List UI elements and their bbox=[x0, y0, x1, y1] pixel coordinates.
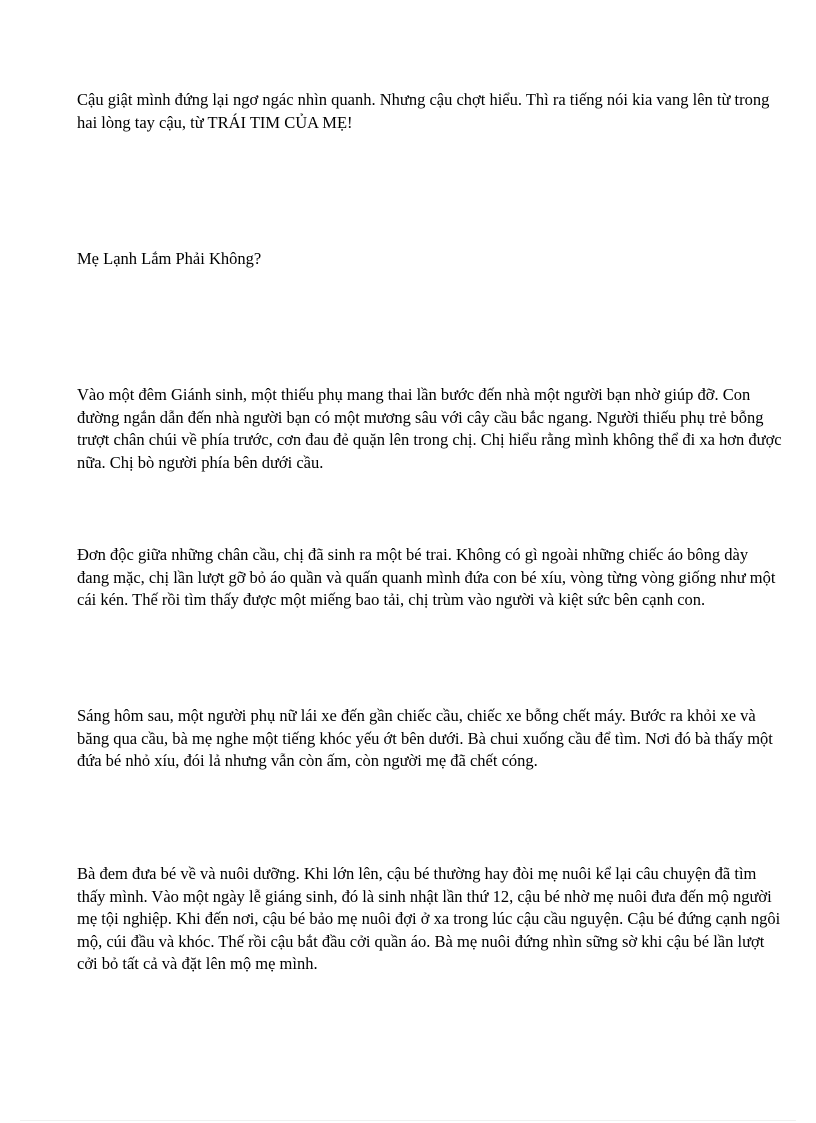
story-title: Mẹ Lạnh Lắm Phải Không? bbox=[77, 249, 262, 268]
paragraph-intro: Cậu giật mình đứng lại ngơ ngác nhìn quanh. Nhưng cậu chợt hiểu. Thì ra tiếng nói kia vang lên từ trong hai lòng tay cậu, từ TRÁI TIM CỦA MẸ! bbox=[77, 90, 770, 132]
paragraph-birth: Đơn độc giữa những chân cầu, chị đã sinh ra một bé trai. Không có gì ngoài những chiếc áo bông dày đang mặc, chị lần lượt gỡ bỏ áo quần và quấn quanh mình đứa con bé xíu, vòng từng vòng giống như một cái kén. Thế rồi tìm thấy được một miếng bao tải, chị trùm vào người và kiệt sức bên cạnh con. bbox=[77, 545, 776, 609]
paragraph-morning: Sáng hôm sau, một người phụ nữ lái xe đến gần chiếc cầu, chiếc xe bỗng chết máy. Bước ra khỏi xe và băng qua cầu, bà mẹ nghe một tiếng khóc yếu ớt bên dưới. Bà chui xuống cầu để tìm. Nơi đó bà thấy một đứa bé nhỏ xíu, đói lả nhưng vẫn còn ấm, còn người mẹ đã chết cóng. bbox=[77, 706, 773, 770]
paragraph-christmas-night: Vào một đêm Giánh sinh, một thiếu phụ mang thai lần bước đến nhà một người bạn nhờ giúp đỡ. Con đường ngắn dẫn đến nhà người bạn có một mương sâu với cây cầu bắc ngang. Người thiếu phụ trẻ bỗng trượt chân chúi về phía trước, cơn đau đẻ quặn lên trong chị. Chị hiểu rằng mình không thể đi xa hơn được nữa. Chị bò người phía bên dưới cầu. bbox=[77, 385, 782, 472]
paragraph-grave: Bà đem đưa bé về và nuôi dưỡng. Khi lớn lên, cậu bé thường hay đòi mẹ nuôi kể lại câu chuyện đã tìm thấy mình. Vào một ngày lễ giáng sinh, đó là sinh nhật lần thứ 12, cậu bé nhờ mẹ nuôi đưa đến mộ người mẹ tội nghiệp. Khi đến nơi, cậu bé bảo mẹ nuôi đợi ở xa trong lúc cậu cầu nguyện. Cậu bé đứng cạnh ngôi mộ, cúi đầu và khóc. Thế rồi cậu bắt đầu cởi quần áo. Bà mẹ nuôi đứng nhìn sững sờ khi cậu bé lần lượt cởi bỏ tất cả và đặt lên mộ mẹ mình. bbox=[77, 864, 781, 973]
page-bottom-divider bbox=[20, 1120, 796, 1121]
